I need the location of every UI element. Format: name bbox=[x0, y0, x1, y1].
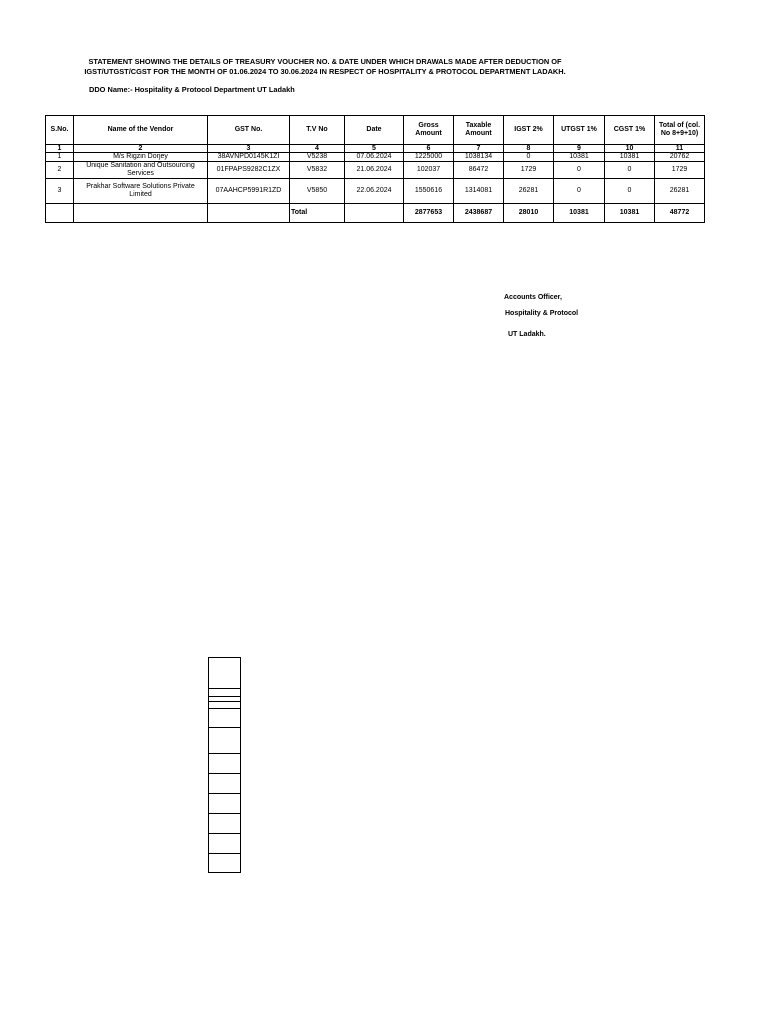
cell-gross: 1225000 bbox=[404, 153, 454, 162]
col-header-utgst: UTGST 1% bbox=[554, 116, 605, 145]
col-header-gst: GST No. bbox=[208, 116, 290, 145]
cell-gross: 1550616 bbox=[404, 179, 454, 204]
signature-line-3: UT Ladakh. bbox=[508, 331, 546, 338]
cell-empty bbox=[74, 204, 208, 223]
cell-date: 07.06.2024 bbox=[345, 153, 404, 162]
cell-utgst: 0 bbox=[554, 179, 605, 204]
col-header-gross: Gross Amount bbox=[404, 116, 454, 145]
table-row bbox=[46, 162, 705, 179]
col-number: 1 bbox=[46, 145, 74, 153]
cell-vendor: M/s Rigzin Dorjey bbox=[74, 153, 208, 162]
cell-gst: 07AAHCP5991R1ZD bbox=[208, 179, 290, 204]
cell-sno: 1 bbox=[46, 153, 74, 162]
cell-empty bbox=[345, 204, 404, 223]
grid-line bbox=[209, 813, 240, 814]
cell-sno: 3 bbox=[46, 179, 74, 204]
cell-cgst: 0 bbox=[605, 179, 655, 204]
table-row bbox=[46, 179, 705, 204]
cell-gross: 102037 bbox=[404, 162, 454, 179]
col-header-date: Date bbox=[345, 116, 404, 145]
col-number: 7 bbox=[454, 145, 504, 153]
col-header-total: Total of (col. No 8+9+10) bbox=[655, 116, 705, 145]
col-header-igst: IGST 2% bbox=[504, 116, 554, 145]
grid-line bbox=[209, 853, 240, 854]
title-line-2: IGST/UTGST/CGST FOR THE MONTH OF 01.06.2024 TO 30.06.2024 IN RESPECT OF HOSPITALITY & PROTOCOL DEPARTMENT LADAKH. bbox=[84, 67, 566, 76]
cell-igst: 26281 bbox=[504, 179, 554, 204]
cell-igst: 1729 bbox=[504, 162, 554, 179]
cell-sno: 2 bbox=[46, 162, 74, 179]
totals-label: Total bbox=[290, 204, 345, 223]
voucher-table bbox=[45, 115, 705, 223]
col-number: 4 bbox=[290, 145, 345, 153]
grid-line bbox=[209, 793, 240, 794]
table-row bbox=[46, 153, 705, 162]
col-number: 11 bbox=[655, 145, 705, 153]
cell-utgst: 10381 bbox=[554, 153, 605, 162]
total-gross: 2877653 bbox=[404, 204, 454, 223]
title-line-1: STATEMENT SHOWING THE DETAILS OF TREASURY VOUCHER NO. & DATE UNDER WHICH DRAWALS MADE AFTER DEDUCTION OF bbox=[88, 57, 562, 66]
total-taxable: 2438687 bbox=[454, 204, 504, 223]
cell-taxable: 1314081 bbox=[454, 179, 504, 204]
col-number: 6 bbox=[404, 145, 454, 153]
cell-igst: 0 bbox=[504, 153, 554, 162]
header-row bbox=[46, 116, 705, 145]
cell-cgst: 10381 bbox=[605, 153, 655, 162]
cell-tv: V5238 bbox=[290, 153, 345, 162]
cell-total: 1729 bbox=[655, 162, 705, 179]
col-header-taxable: Taxable Amount bbox=[454, 116, 504, 145]
cell-gst: 38AVNPD0145K1ZI bbox=[208, 153, 290, 162]
col-number: 2 bbox=[74, 145, 208, 153]
col-number: 9 bbox=[554, 145, 605, 153]
cell-total: 20762 bbox=[655, 153, 705, 162]
total-sum: 48772 bbox=[655, 204, 705, 223]
grid-line bbox=[209, 688, 240, 689]
cell-taxable: 1038134 bbox=[454, 153, 504, 162]
cell-total: 26281 bbox=[655, 179, 705, 204]
cell-date: 21.06.2024 bbox=[345, 162, 404, 179]
signature-line-2: Hospitality & Protocol bbox=[505, 310, 579, 317]
grid-line bbox=[209, 701, 240, 702]
grid-line bbox=[209, 753, 240, 754]
grid-line bbox=[209, 833, 240, 834]
cell-utgst: 0 bbox=[554, 162, 605, 179]
col-number: 10 bbox=[605, 145, 655, 153]
col-header-tv: T.V No bbox=[290, 116, 345, 145]
col-number: 5 bbox=[345, 145, 404, 153]
cell-gst: 01FPAPS9282C1ZX bbox=[208, 162, 290, 179]
cell-vendor: Unique Sanitation and Outsourcing Services bbox=[74, 162, 208, 179]
total-utgst: 10381 bbox=[554, 204, 605, 223]
col-header-cgst: CGST 1% bbox=[605, 116, 655, 145]
grid-line bbox=[209, 708, 240, 709]
col-number: 8 bbox=[504, 145, 554, 153]
total-cgst: 10381 bbox=[605, 204, 655, 223]
col-header-vendor: Name of the Vendor bbox=[74, 116, 208, 145]
cell-empty bbox=[208, 204, 290, 223]
signature-line-1: Accounts Officer, bbox=[504, 294, 562, 301]
grid-line bbox=[209, 773, 240, 774]
cell-cgst: 0 bbox=[605, 162, 655, 179]
ddo-name: DDO Name:- Hospitality & Protocol Department UT Ladakh bbox=[89, 85, 295, 94]
cell-date: 22.06.2024 bbox=[345, 179, 404, 204]
grid-line bbox=[209, 696, 240, 697]
cell-tv: V5850 bbox=[290, 179, 345, 204]
totals-row bbox=[46, 204, 705, 223]
col-header-sno: S.No. bbox=[46, 116, 74, 145]
grid-line bbox=[209, 727, 240, 728]
cell-taxable: 86472 bbox=[454, 162, 504, 179]
cell-empty bbox=[46, 204, 74, 223]
column-number-row bbox=[46, 145, 705, 153]
cell-tv: V5832 bbox=[290, 162, 345, 179]
col-number: 3 bbox=[208, 145, 290, 153]
document-title bbox=[40, 57, 610, 77]
empty-grid-column bbox=[208, 657, 241, 873]
total-igst: 28010 bbox=[504, 204, 554, 223]
cell-vendor: Prakhar Software Solutions Private Limited bbox=[74, 179, 208, 204]
